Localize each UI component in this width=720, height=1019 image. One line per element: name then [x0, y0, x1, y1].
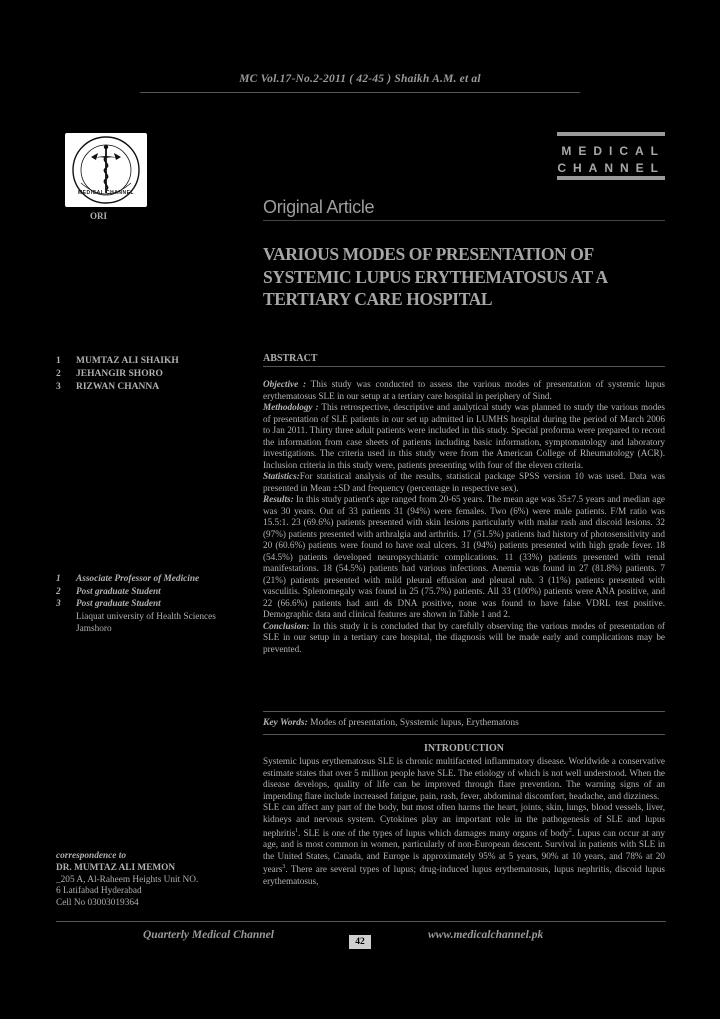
- author-item: 3 RIZWAN CHANNA: [56, 382, 160, 392]
- institution-city: Jamshoro: [76, 624, 112, 634]
- keywords-rule-top: [263, 711, 665, 712]
- article-type: Original Article: [263, 197, 375, 217]
- intro-paragraph-1: Systemic lupus erythematosus SLE is chronic multifaceted inflammatory disease. Worldwide a conservative estimate states that over 5 million people have SLE. The etiology of which is not well understood. When the disease develops, quality of life can be improved through flare prevention. The warning signs of an impending flare include increased fatigue, pain, rash, fever, abdominal discomfort, headache, and dizziness.: [263, 756, 665, 801]
- abstract-statistics: Statistics:For statistical analysis of the results, statistical package SPSS version 10 was used. Data was presented in Mean ±SD and frequency (percentage in respective sex).: [263, 471, 665, 493]
- affiliation-item: 3 Post graduate Student: [56, 599, 161, 609]
- correspondence-block: [56, 851, 198, 910]
- correspondence-label: correspondence to: [56, 851, 126, 861]
- masthead-word-1: MEDICAL: [561, 144, 665, 158]
- header-rule: [140, 92, 580, 93]
- abstract-results: Results: In this study patient's age ranged from 20-65 years. The mean age was 35±7.5 years and median age was 30 years. Out of 33 patients 31 (94%) were females. Two (6%) were male patients. F/M ratio was 15.5:1. 23 (69.6%) patients presented with skin lesions particularly with malar rash and discoid lesions. 32 (97%) patients presented with arthralgia and arthritis. 17 (51.5%) patients had history of photosensitivity and 20 (60.6%) patients were found to have oral ulcers. 31 (94%) patients presented with high grade fever. 18 (54.5%) patients developed neuropsychiatric complications. 11 (33%) patients presented with renal manifestations. 18 (54.5%) patients had various infections. Anemia was found in 27 (81.8%) patients. 7 (21%) patients presented with mild pleural effusion and pleural rub. 3 (11%) patients presented with vasculitis. Splenomegaly was found in 25 (75.7%) patients. All 33 (100%) patients were ANA positive, and 22 (66.6%) patients had anti ds DNA positive, none was found to have false VDRL test positive. Demographic data and clinical features are shown in Table 1 and 2.: [263, 494, 665, 619]
- author-list: [56, 356, 179, 395]
- correspondence-name: DR. MUMTAZ ALI MEMON: [56, 862, 176, 873]
- abstract-conclusion: Conclusion: In this study it is concluded that by carefully observing the various modes of presentation of SLE in our setup in a tertiary care hospital, the diagnosis will be made early and complications may be prevented.: [263, 620, 665, 654]
- affiliation-list: [56, 573, 216, 636]
- intro-paragraph-2: SLE can affect any part of the body, but most often harms the heart, joints, skin, lungs, blood vessels, liver, kidneys and nervous system. Cytokines play an important role in the pathogenesis of SLE and lupus nephritis$^1$. SLE is one of the types of lupus which damages many organs of body$^2$. Lupus can occur at any age, and is most common in women, particularly of non-European descent. Survival in patients with SLE in the United States, Canada, and Europe is approximately 95% at 5 years, 90% at 10 years, and 78% at 20 years$^3$. There are several types of lupus; drug-induced lupus erythematosus, lupus nephritis, discoid lupus erythematosus,: [263, 802, 665, 887]
- keywords: Key Words: Modes of presentation, Sysstemic lupus, Erythematons: [263, 718, 519, 728]
- masthead-rule-top: [557, 132, 665, 136]
- masthead-word-2: CHANNEL: [557, 161, 665, 175]
- masthead: [557, 132, 665, 180]
- running-header: MC Vol.17-No.2-2011 ( 42-45 ) Shaikh A.M. et al: [239, 73, 481, 85]
- footer-rule: [56, 921, 666, 922]
- page-number: 42: [349, 935, 371, 949]
- correspondence-address-2: 6 Latifabad Hyderabad: [56, 886, 142, 897]
- affiliation-item: 1 Associate Professor of Medicine: [56, 574, 200, 584]
- footer-website: www.medicalchannel.pk: [428, 929, 544, 941]
- abstract-objective: Objective : This study was conducted to assess the various modes of presentation of systemic lupus erythematosus SLE in our setup at a tertiary care hospital in periphery of Sind.: [263, 379, 665, 401]
- abstract-methodology: Methodology : This retrospective, descriptive and analytical study was planned to study the various modes of presentation of SLE patients in our set up admitted in LUMHS hospital during the period of March 2006 to Jan 2011. Thirty three adult patients were included in this study. Special proforma were prepared to record the information from case sheets of patients including basic information, symptomatology and laboratory investigations. The criteria used in this study were from the American College of Rheumatology (ACR). Inclusion criteria in this study were, patients presenting with four of the eleven criteria.: [263, 402, 665, 470]
- institution-line: Liaquat university of Health Sciences: [76, 611, 216, 622]
- keywords-rule-bottom: [263, 734, 665, 735]
- author-item: 2 JEHANGIR SHORO: [56, 369, 163, 379]
- correspondence-address-1: _205 A, Al-Raheem Heights Unit NO.: [56, 874, 199, 885]
- introduction-heading: INTRODUCTION: [423, 743, 504, 754]
- footer-journal: Quarterly Medical Channel: [143, 929, 274, 941]
- correspondence-phone: Cell No 03003019364: [56, 898, 139, 909]
- introduction-body: [263, 756, 665, 888]
- masthead-rule-bottom: [557, 176, 665, 180]
- abstract-body: [263, 379, 665, 655]
- affiliation-item: 2 Post graduate Student: [56, 586, 161, 597]
- author-item: 1 MUMTAZ ALI SHAIKH: [56, 356, 179, 366]
- logo-text: MEDICAL CHANNEL: [77, 190, 135, 196]
- article-type-rule: [263, 220, 665, 221]
- journal-logo: [65, 133, 147, 207]
- article-title: VARIOUS MODES OF PRESENTATION OF SYSTEMIC LUPUS ERYTHEMATOSUS AT A TERTIARY CARE HOSPITAL: [263, 244, 607, 309]
- abstract-heading: ABSTRACT: [263, 353, 318, 364]
- ori-label: ORI: [90, 211, 108, 221]
- abstract-rule: [263, 366, 665, 367]
